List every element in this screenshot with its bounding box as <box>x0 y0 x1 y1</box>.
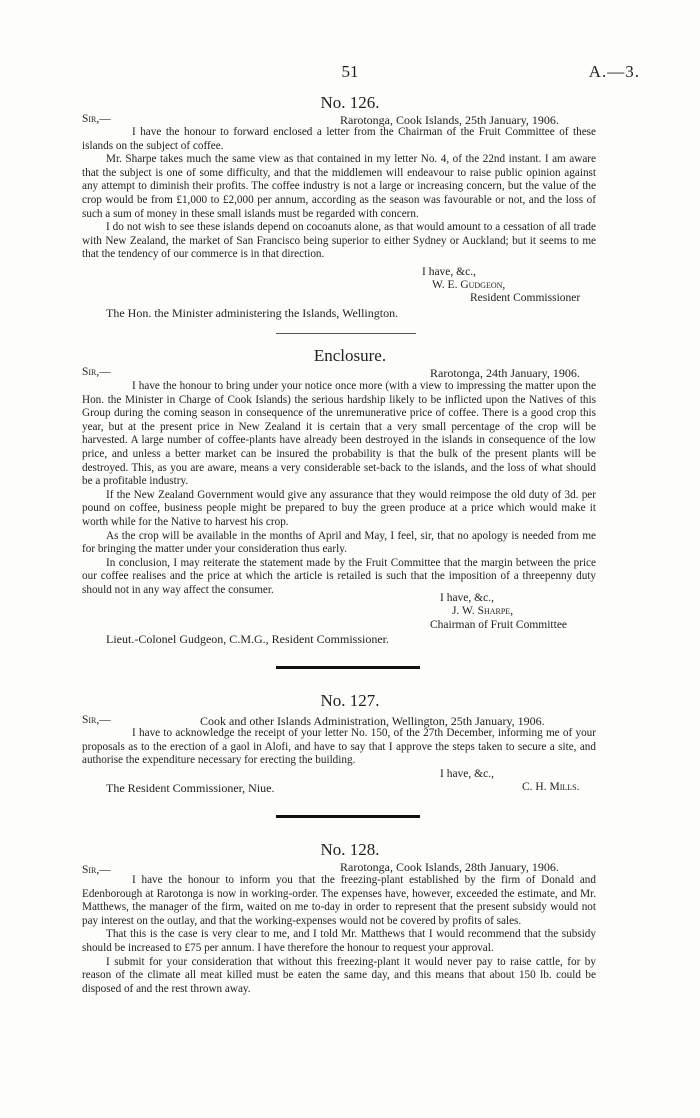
enclosure-salutation: Sir,— <box>82 366 111 378</box>
section-divider <box>276 815 420 818</box>
enclosure-signer-title: Chairman of Fruit Committee <box>430 619 568 631</box>
enclosure-place-date: Rarotonga, 24th January, 1906. <box>430 366 580 380</box>
letter-127-signer: C. H. Mills. <box>522 781 580 793</box>
letter-126-closing: I have, &c., <box>422 266 476 278</box>
letter-128-heading: No. 128. <box>320 840 380 859</box>
paragraph: That this is the case is very clear to me, and I told Mr. Matthews that I would recommend that the subsidy should be increased to £75 per annum. I have therefore the honour to request your approval. <box>82 928 596 954</box>
letter-127-body <box>82 727 596 768</box>
letter-127-heading: No. 127. <box>320 691 380 710</box>
letter-126-heading: No. 126. <box>320 93 380 112</box>
paragraph: As the crop will be available in the months of April and May, I feel, sir, that no apology is needed from me for bringing the matter under your consideration thus early. <box>82 529 596 556</box>
letter-127-closing: I have, &c., <box>440 768 494 780</box>
enclosure-closing: I have, &c., <box>440 592 494 604</box>
letter-128-salutation: Sir,— <box>82 864 111 876</box>
paragraph: I have to acknowledge the receipt of your letter No. 150, of the 27th December, informing me of your proposals as to the erection of a gaol in Alofi, and have to say that I approve the steps taken to secure a site, and authorise the expenditure necessary for erecting the building. <box>82 727 596 767</box>
letter-126-place-date: Rarotonga, Cook Islands, 25th January, 1906. <box>340 113 559 127</box>
paragraph: I have the honour to bring under your notice once more (with a view to impressing the matter upon the Hon. the Minister in Charge of Cook Islands) the serious hardship likely to be inflicted upon the Natives of this Group during the coming season in consequence of the unremunerative price of coffee. There is a good crop this year, but at the present price in New Zealand it is certain that a very small percentage of the crop will be harvested. A large number of coffee-plants have already been destroyed in the islands in consequence of the low price, and unless a better market can be insured the probability is that the bulk of the present plants will be destroyed. This, as you are aware, means a very considerable set-back to the islands, and the loss of what should be a profitable industry. <box>82 380 596 488</box>
paragraph: I submit for your consideration that without this freezing-plant it would never pay to raise cattle, for by reason of the climate all meat killed must be eaten the same day, and this means that about 150 lb. could be disposed of and the rest thrown away. <box>82 955 596 995</box>
enclosure-heading: Enclosure. <box>313 346 387 365</box>
letter-126-addressee: The Hon. the Minister administering the Islands, Wellington. <box>106 306 399 320</box>
letter-126-body <box>82 126 596 262</box>
paragraph: Mr. Sharpe takes much the same view as that contained in my letter No. 4, of the 22nd instant. I am aware that the subject is one of some difficulty, and that the middlemen will endeavour to raise public opinion against any attempt to diminish their profits. The coffee industry is not a large or increasing concern, but the value of the crop would be from £1,000 to £2,000 per annum, according as the season was favourable or not, and the loss of such a sum of money in these small islands must be regarded with concern. <box>82 153 596 220</box>
enclosure-body <box>82 380 596 598</box>
enclosure-addressee: Lieut.-Colonel Gudgeon, C.M.G., Resident Commissioner. <box>106 632 389 646</box>
letter-128-place-date: Rarotonga, Cook Islands, 28th January, 1906. <box>340 860 559 874</box>
letter-126-signer-title: Resident Commissioner <box>470 292 581 304</box>
enclosure-signer: J. W. Sharpe, <box>452 605 514 617</box>
paragraph: If the New Zealand Government would give any assurance that they would reimpose the old duty of 3d. per pound on coffee, business people might be prepared to buy the green produce at a price which would make it worth while for the Native to harvest his crop. <box>82 488 596 528</box>
section-divider <box>276 666 420 669</box>
page-number: 51 <box>341 62 359 81</box>
paragraph: I do not wish to see these islands depend on cocoanuts alone, as that would amount to a cessation of all trade with New Zealand, the market of San Francisco being superior to either Sydney or Auckland; but it seems to me that the tendency of our commerce is in that direction. <box>82 221 596 261</box>
letter-127-salutation: Sir,— <box>82 714 111 726</box>
divider <box>276 333 416 334</box>
paragraph: I have the honour to inform you that the freezing-plant established by the firm of Donald and Edenborough at Rarotonga is now in working-order. The expenses have, however, exceeded the estimate, and Mr. Matthews, the manager of the firm, waited on me to-day in order to represent that the present subsidy would not pay interest on the outlay, and that the working-expenses would not be covered by profits of sales. <box>82 874 596 927</box>
letter-127-place-date: Cook and other Islands Administration, Wellington, 25th January, 1906. <box>200 714 545 728</box>
letter-126-salutation: Sir,— <box>82 113 111 125</box>
letter-128-body <box>82 874 596 996</box>
paragraph: In conclusion, I may reiterate the statement made by the Fruit Committee that the margin between the price our coffee realises and the price at which the article is retailed is such that the imposition of a threepenny duty should not in any way affect the consumer. <box>82 556 596 596</box>
document-reference: A.—3. <box>588 62 640 81</box>
paragraph: I have the honour to forward enclosed a letter from the Chairman of the Fruit Committee of these islands on the subject of coffee. <box>82 126 596 152</box>
letter-127-addressee: The Resident Commissioner, Niue. <box>106 781 275 795</box>
letter-126-signer: W. E. Gudgeon, <box>432 279 506 291</box>
